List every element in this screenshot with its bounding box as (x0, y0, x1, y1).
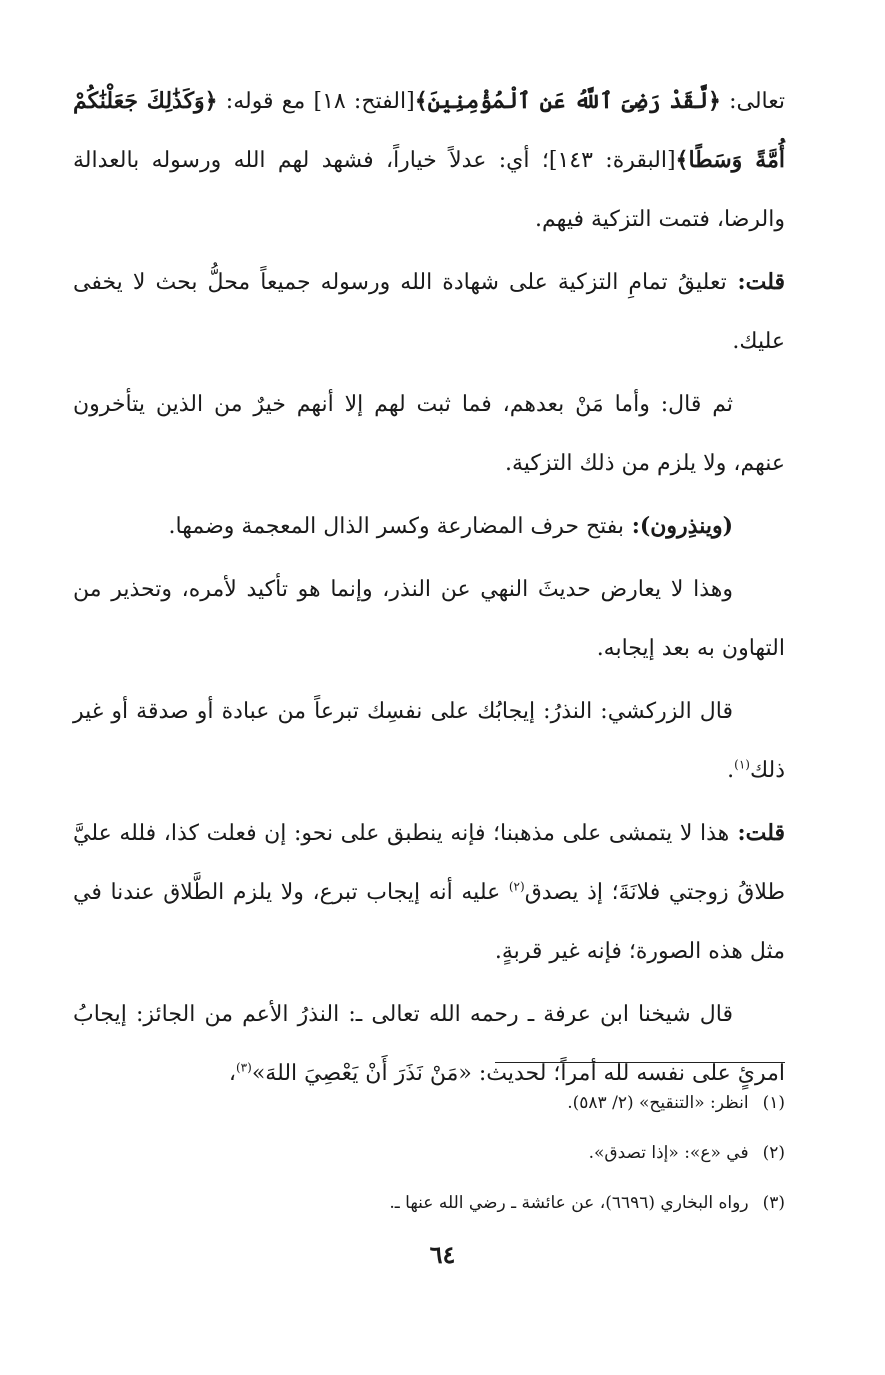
footnote-number: (٣) (762, 1193, 785, 1213)
footnote-ref-3[interactable]: (٣) (235, 1060, 252, 1075)
footnote-separator (495, 1062, 785, 1063)
quran-verse-1: ﴿لَّقَدْ رَضِىَ ٱللَّهُ عَنِ ٱلْمُؤْمِنِينَ﴾ (414, 88, 721, 114)
footnote-text: في «ع»: «إذا تصدق». (588, 1143, 749, 1163)
p7-text-b: عليه أنه إيجاب تبرع، ولا يلزم الطَّلاق عندنا في مثل هذه الصورة؛ فإنه غير قربةٍ. (73, 880, 785, 964)
p1-text-b: مع قوله: (217, 89, 314, 114)
p5-text: وهذا لا يعارض حديثَ النهي عن النذر، وإنما هو تأكيد لأمره، وتحذير من التهاون به بعد إيجابه. (73, 577, 785, 661)
footnote-3 (73, 1178, 785, 1228)
paragraph-6 (73, 682, 785, 800)
p1-text-c: ؛ أي: عدلاً خياراً، فشهد لهم الله ورسوله بالعدالة والرضا، فتمت التزكية فيهم. (73, 148, 785, 232)
qultu-term-2: قلت: (729, 820, 785, 846)
footnote-1 (73, 1078, 785, 1128)
footnote-text: انظر: «التنقيح» (٢/ ٥٨٣). (567, 1093, 749, 1113)
paragraph-1 (73, 72, 785, 249)
paragraph-3 (73, 375, 785, 493)
footnote-text: رواه البخاري (٦٦٩٦)، عن عائشة ـ رضي الله عنها ـ. (389, 1193, 749, 1213)
footnote-number: (٢) (762, 1143, 785, 1163)
paragraph-5 (73, 560, 785, 678)
footnote-ref-1[interactable]: (١) (734, 757, 750, 772)
p6-text: قال الزركشي: النذرُ: إيجابُك على نفسِك تبرعاً من عبادة أو صدقة أو غير ذلك (73, 699, 785, 783)
main-text (73, 72, 785, 1103)
footnote-number: (١) (762, 1093, 785, 1113)
p3-text: ثم قال: وأما مَنْ بعدهم، فما ثبت لهم إلا أنهم خيرٌ من الذين يتأخرون عنهم، ولا يلزم من ذلك التزكية. (73, 392, 785, 476)
p2-text: تعليقُ تمامِ التزكية على شهادة الله ورسوله جميعاً محلُّ بحث لا يخفى عليك. (73, 270, 785, 354)
paragraph-2 (73, 253, 785, 371)
p8-text-b: ، (228, 1061, 236, 1086)
qultu-term: قلت: (726, 269, 785, 295)
p1-text-a: تعالى: (720, 89, 785, 114)
footnotes (73, 1078, 785, 1228)
quran-verse-2: ﴿وَكَذَٰلِكَ جَعَلْنَٰكُمْ أُمَّةً وَسَطًا﴾ (73, 88, 785, 173)
yundhiroon-term: (وينذِرون): (624, 513, 733, 539)
footnote-2 (73, 1128, 785, 1178)
verse-ref-2: [البقرة: ١٤٣] (548, 148, 676, 173)
page-number: ٦٤ (429, 1240, 456, 1269)
footnote-ref-2[interactable]: (٢) (508, 879, 525, 894)
paragraph-7 (73, 804, 785, 981)
p7-text-a: هذا لا يتمشى على مذهبنا؛ فإنه ينطبق على نحو: إن فعلت كذا، فلله عليَّ طلاقُ زوجتي فلانَةَ؛ إذ يصدق (73, 821, 785, 905)
verse-ref-1: [الفتح: ١٨] (313, 89, 415, 114)
p4-text: بفتح حرف المضارعة وكسر الذال المعجمة وضمها. (168, 514, 625, 539)
paragraph-4 (73, 497, 785, 556)
p8-text-a: قال شيخنا ابن عرفة ـ رحمه الله تعالى ـ: النذرُ الأعم من الجائز: إيجابُ امرئٍ على نفسه لله أمراً؛ لحديث: «مَنْ نَذَرَ أَنْ يَعْصِيَ اللهَ» (73, 1002, 785, 1086)
p6-end: . (727, 758, 735, 783)
